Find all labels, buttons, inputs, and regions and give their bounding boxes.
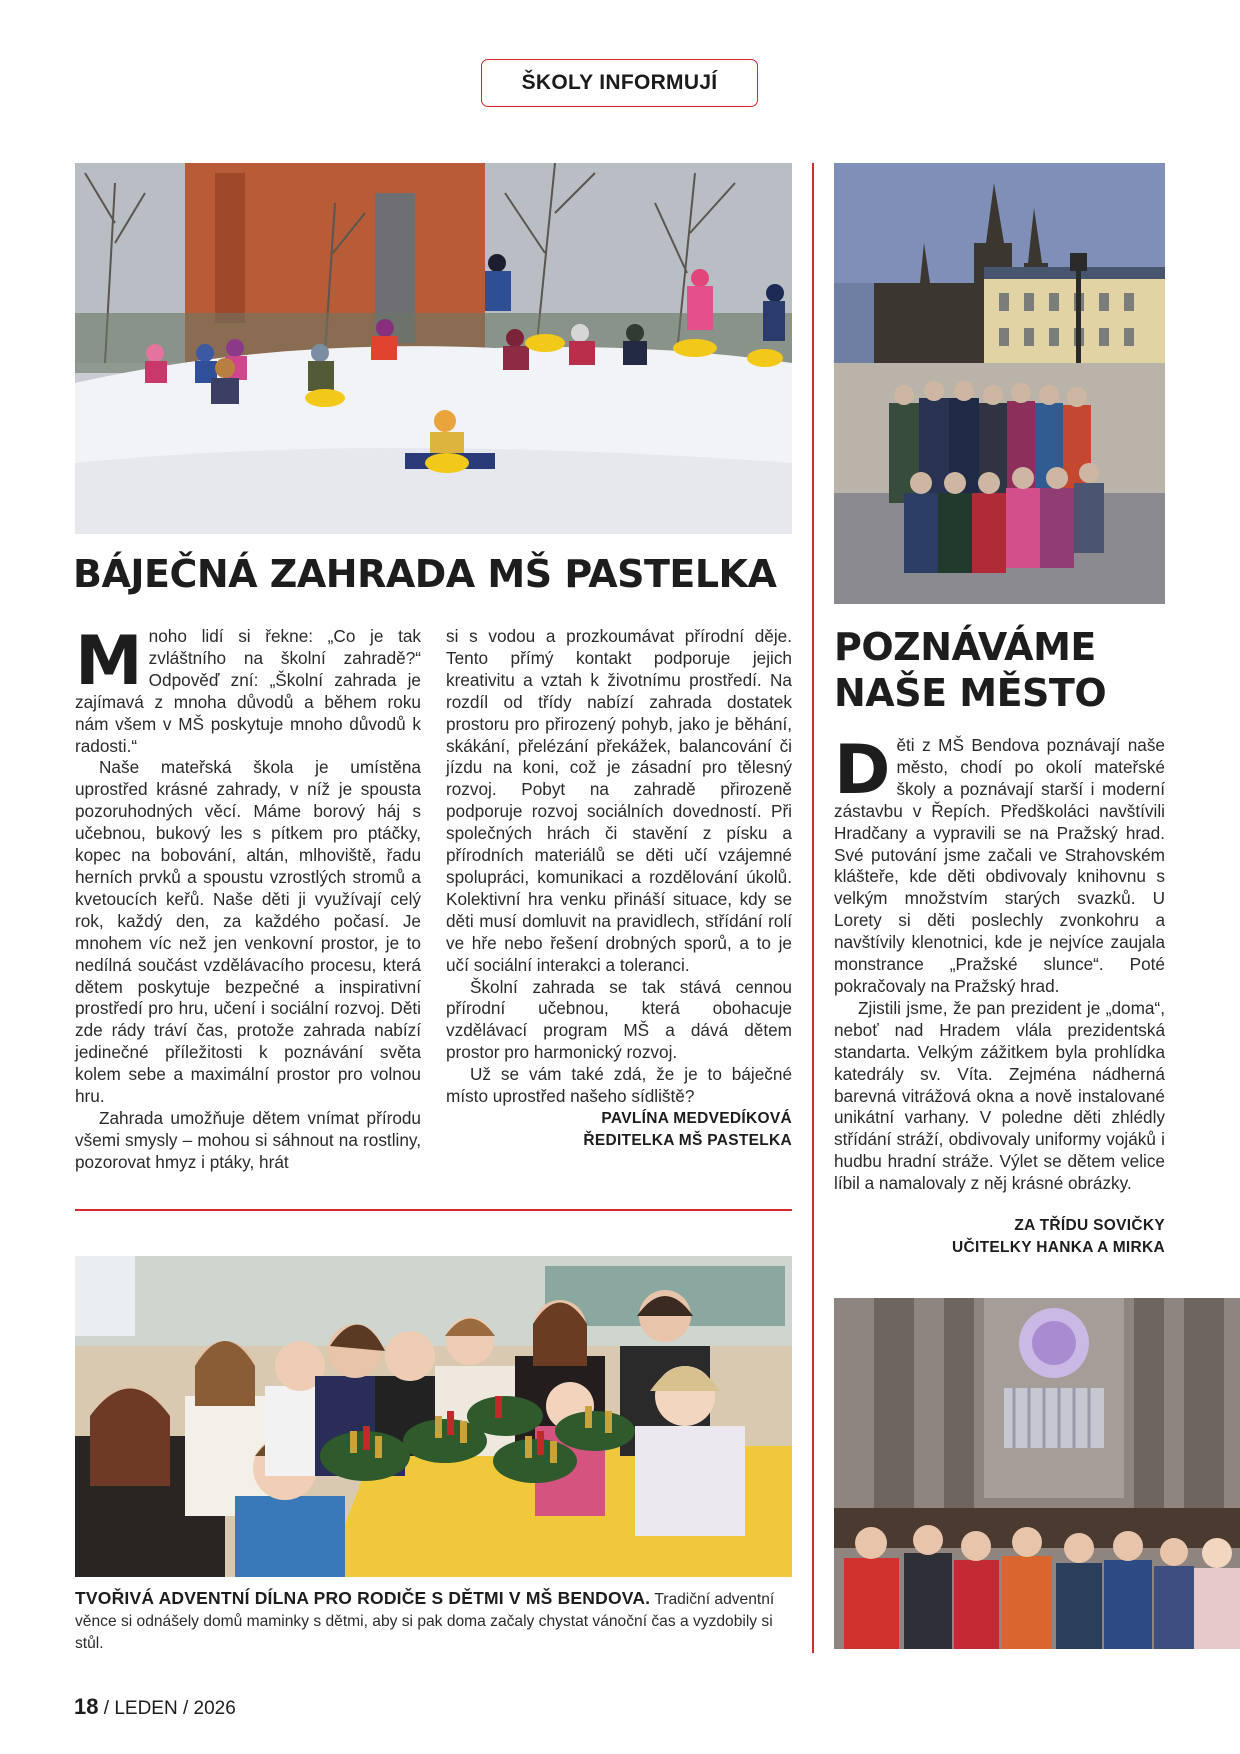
- page-footer: [74, 1694, 236, 1720]
- main-paragraph-4: Školní zahrada se tak stává cennou přírodní učebnou, která obohacuje vzdělávací program MŠ a dává dětem prostor pro harmonický rozvoj.: [446, 976, 792, 1063]
- side-paragraph-1-text: ěti z MŠ Bendova poznávají naše město, chodí po okolí mateřské školy a poznávají starší i moderní zástavbu v Řepích. Předškoláci navštívili Hradčany a vypravili se na Pražský hrad. Své putování jsme začali ve Strahovském klášteře, kde děti obdivovaly knihovnu s velkým množstvím starých svazků. U Lorety si děti poslechly zvonkohru a navštívily klenotnici, kde je nejvíce zaujala monstrance „Pražské slunce“. Poté pokračovaly na Pražský hrad.: [834, 735, 1165, 996]
- section-tag: ŠKOLY INFORMUJÍ: [481, 59, 758, 107]
- column-divider: [812, 163, 814, 1653]
- side-signature-line-1: ZA TŘÍDU SOVIČKY: [1014, 1217, 1165, 1235]
- side-headline-line-1: POZNÁVÁME: [834, 625, 1096, 669]
- main-paragraph-3-start: Zahrada umožňuje dětem vnímat přírodu všemi smysly – mohou si sáhnout na rostliny, pozorovat hmyz i ptáky, hrát: [75, 1107, 421, 1172]
- main-paragraph-1: [75, 622, 421, 757]
- main-paragraph-3-end: si s vodou a prozkoumávat přírodní děje. Tento přímý kontakt podporuje jejich kreativitu a vztah k životnímu prostředí. Na rozdíl od třídy nabízí zahrada dostatek prostoru pro přirozený pohyb, jako je běhání, skákání, přelézání překážek, balancování či jízdu na koni, což je zásadní pro tělesný rozvoj. Pobyt na zahradě přirozeně podporuje rozvoj sociálních dovedností. Při společných hrách či stavění z písku a přírodních materiálů se děti učí vzájemné spolupráci, komunikaci a rozdělování úkolů. Kolektivní hra venku přináší situace, kdy se děti musí domluvit na pravidlech, střídání rolí ve hře nebo řešení drobných sporů, a to je učí sociální interakci a toleranci.: [446, 626, 792, 975]
- issue-date: / LEDEN / 2026: [103, 1698, 236, 1719]
- photo-caption: [75, 1587, 791, 1655]
- side-headline-line-2: NAŠE MĚSTO: [834, 671, 1107, 715]
- photo-advent-workshop: [75, 1256, 792, 1577]
- main-paragraph-2: Naše mateřská škola je umístěna uprostřed krásné zahrady, v níž je spousta pozoruhodných věcí. Máme borový háj s učebnou, bukový les s pítkem pro ptáčky, kopec na bobování, altán, mlhoviště, řadu herních prvků a spoustu vzrostlých stromů a kvetoucích keřů. Naše děti ji využívají celý rok, každý den, za každého počasí. Je mnohem víc než jen venkovní prostor, je to nedílná součást vzdělávacího procesu, která dětem poskytuje bezpečné a inspirativní prostředí pro hru, učení i sociální rozvoj. Děti zde rády tráví čas, protože zahrada nabízí jedinečné příležitosti k poznávání světa kolem sebe a maximální prostor pro volnou hru.: [75, 757, 421, 1107]
- main-article-column-1: [75, 622, 421, 1174]
- main-signature-role: ŘEDITELKA MŠ PASTELKA: [583, 1131, 792, 1149]
- main-paragraph-5: Už se vám také zdá, že je to báječné místo uprostřed našeho sídliště?: [446, 1064, 792, 1107]
- side-article-column: [834, 731, 1165, 1259]
- side-paragraph-2: Zjistili jsme, že pan prezident je „doma“, neboť nad Hradem vlála prezidentská standarta. Velkým zážitkem byla prohlídka katedrály sv. Víta. Zejména nádherná barevná vitrážová okna a nově instalované unikátní varhany. V poledne děti zhlédly střídání stráží, obdivovaly uniformy vojáků i hudbu hradní stráže. Výlet se dětem velice líbil a namalovaly z něj krásné obrázky.: [834, 997, 1165, 1194]
- caption-text: Tradiční adventní věnce si odnášely domů maminky s dětmi, aby si pak doma začaly chystat vánoční čas a vyzdobily si stůl.: [75, 1591, 775, 1652]
- photo-cathedral: [834, 1298, 1240, 1649]
- side-drop-cap: D: [834, 731, 891, 810]
- caption-title: TVOŘIVÁ ADVENTNÍ DÍLNA PRO RODIČE S DĚTMI V MŠ BENDOVA.: [75, 1588, 651, 1608]
- photo-prague-castle: [834, 163, 1165, 604]
- main-signature-name: PAVLÍNA MEDVEDÍKOVÁ: [601, 1109, 792, 1127]
- main-paragraph-3-source: [0, 0, 1, 1]
- photo-sledding: [75, 163, 792, 534]
- section-divider: [75, 1209, 792, 1211]
- page-number: 18: [74, 1694, 99, 1719]
- side-signature-line-2: UČITELKY HANKA A MIRKA: [952, 1239, 1165, 1257]
- main-headline: BÁJEČNÁ ZAHRADA MŠ PASTELKA: [73, 552, 777, 596]
- main-paragraph-1-text: noho lidí si řekne: „Co je tak zvláštního na školní zahradě?“ Odpověď zní: „Školní zahrada je zajímavá z mnoha důvodů a během roku nám všem v MŠ poskytuje mnoho důvodů k radosti.“: [75, 626, 421, 756]
- main-article-column-2: [446, 626, 792, 1152]
- side-paragraph-1: [834, 731, 1165, 998]
- side-headline: [834, 624, 1106, 716]
- drop-cap: M: [75, 622, 143, 701]
